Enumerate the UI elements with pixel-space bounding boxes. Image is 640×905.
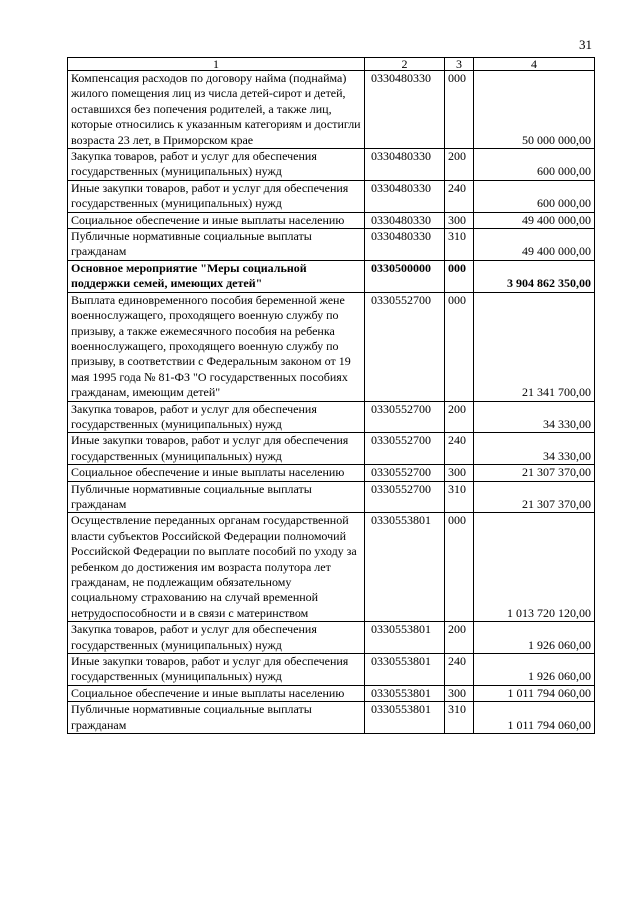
row-amount: 600 000,00 [474, 149, 595, 181]
table-row [68, 229, 595, 261]
row-description: Иные закупки товаров, работ и услуг для обеспечения государственных (муниципальных) нужд [68, 654, 365, 686]
row-description: Публичные нормативные социальные выплаты гражданам [68, 481, 365, 513]
row-code: 0330480330 [365, 229, 445, 261]
row-expense-type: 300 [445, 212, 474, 228]
row-description: Закупка товаров, работ и услуг для обеспечения государственных (муниципальных) нужд [68, 622, 365, 654]
page-number: 31 [579, 37, 592, 52]
row-expense-type: 300 [445, 465, 474, 481]
row-code: 0330552700 [365, 292, 445, 401]
row-amount: 600 000,00 [474, 180, 595, 212]
row-expense-type: 200 [445, 149, 474, 181]
row-amount: 34 330,00 [474, 401, 595, 433]
table-row [68, 180, 595, 212]
table-row [68, 481, 595, 513]
row-code: 0330553801 [365, 622, 445, 654]
budget-table [67, 57, 595, 734]
header-col-3: 3 [445, 58, 474, 71]
row-amount: 1 926 060,00 [474, 654, 595, 686]
row-expense-type: 240 [445, 433, 474, 465]
row-amount: 21 307 370,00 [474, 465, 595, 481]
row-amount: 1 011 794 060,00 [474, 702, 595, 734]
table-row [68, 212, 595, 228]
row-description: Социальное обеспечение и иные выплаты населению [68, 212, 365, 228]
table-row [68, 513, 595, 622]
row-amount: 49 400 000,00 [474, 229, 595, 261]
row-description: Закупка товаров, работ и услуг для обеспечения государственных (муниципальных) нужд [68, 401, 365, 433]
row-code: 0330480330 [365, 212, 445, 228]
row-description: Выплата единовременного пособия беременной жене военнослужащего, проходящего военную службу по призыву, а также ежемесячного пособия на ребенка военнослужащего, проходящего военную службу по призыву, в соответствии с Федеральным законом от 19 мая 1995 года № 81-ФЗ "О государственных пособиях гражданам, имеющим детей" [68, 292, 365, 401]
row-amount: 1 013 720 120,00 [474, 513, 595, 622]
table-body [68, 71, 595, 734]
row-amount: 3 904 862 350,00 [474, 260, 595, 292]
row-amount: 49 400 000,00 [474, 212, 595, 228]
row-amount: 50 000 000,00 [474, 71, 595, 149]
row-code: 0330553801 [365, 654, 445, 686]
row-code: 0330552700 [365, 465, 445, 481]
row-code: 0330552700 [365, 433, 445, 465]
row-code: 0330552700 [365, 481, 445, 513]
row-description: Публичные нормативные социальные выплаты гражданам [68, 229, 365, 261]
table-header [68, 58, 595, 71]
row-description: Иные закупки товаров, работ и услуг для обеспечения государственных (муниципальных) нужд [68, 433, 365, 465]
row-expense-type: 310 [445, 229, 474, 261]
row-description: Публичные нормативные социальные выплаты гражданам [68, 702, 365, 734]
header-col-1: 1 [68, 58, 365, 71]
row-expense-type: 000 [445, 71, 474, 149]
row-description: Социальное обеспечение и иные выплаты населению [68, 685, 365, 701]
row-code: 0330480330 [365, 180, 445, 212]
table-row [68, 465, 595, 481]
row-code: 0330553801 [365, 685, 445, 701]
table-row [68, 433, 595, 465]
table-row [68, 260, 595, 292]
row-expense-type: 200 [445, 622, 474, 654]
row-code: 0330553801 [365, 702, 445, 734]
table-row [68, 702, 595, 734]
row-code: 0330480330 [365, 71, 445, 149]
row-expense-type: 310 [445, 702, 474, 734]
header-col-2: 2 [365, 58, 445, 71]
row-expense-type: 000 [445, 513, 474, 622]
row-code: 0330500000 [365, 260, 445, 292]
row-description: Осуществление переданных органам государственной власти субъектов Российской Федерации полномочий Российской Федерации по выплате пособий по уходу за ребенком до достижения им возраста полутора лет гражданам, не подлежащим обязательному социальному страхованию на случай временной нетрудоспособности и в связи с материнством [68, 513, 365, 622]
row-amount: 1 011 794 060,00 [474, 685, 595, 701]
header-col-4: 4 [474, 58, 595, 71]
row-description: Закупка товаров, работ и услуг для обеспечения государственных (муниципальных) нужд [68, 149, 365, 181]
row-expense-type: 200 [445, 401, 474, 433]
table-row [68, 685, 595, 701]
row-description: Компенсация расходов по договору найма (поднайма) жилого помещения лиц из числа детей-сирот и детей, оставшихся без попечения родителей, а также лиц, которые относились к указанным категориям и достигли возраста 23 лет, в Приморском крае [68, 71, 365, 149]
row-code: 0330553801 [365, 513, 445, 622]
table-row [68, 401, 595, 433]
row-description: Социальное обеспечение и иные выплаты населению [68, 465, 365, 481]
row-expense-type: 310 [445, 481, 474, 513]
table-row [68, 622, 595, 654]
row-amount: 34 330,00 [474, 433, 595, 465]
row-expense-type: 000 [445, 260, 474, 292]
row-expense-type: 240 [445, 180, 474, 212]
row-amount: 1 926 060,00 [474, 622, 595, 654]
row-description: Основное мероприятие "Меры социальной поддержки семей, имеющих детей" [68, 260, 365, 292]
row-amount: 21 341 700,00 [474, 292, 595, 401]
row-expense-type: 000 [445, 292, 474, 401]
table-row [68, 149, 595, 181]
row-expense-type: 240 [445, 654, 474, 686]
table-row [68, 654, 595, 686]
row-code: 0330480330 [365, 149, 445, 181]
header-row [68, 58, 595, 71]
row-amount: 21 307 370,00 [474, 481, 595, 513]
table-row [68, 292, 595, 401]
row-code: 0330552700 [365, 401, 445, 433]
row-description: Иные закупки товаров, работ и услуг для обеспечения государственных (муниципальных) нужд [68, 180, 365, 212]
table-row [68, 71, 595, 149]
row-expense-type: 300 [445, 685, 474, 701]
